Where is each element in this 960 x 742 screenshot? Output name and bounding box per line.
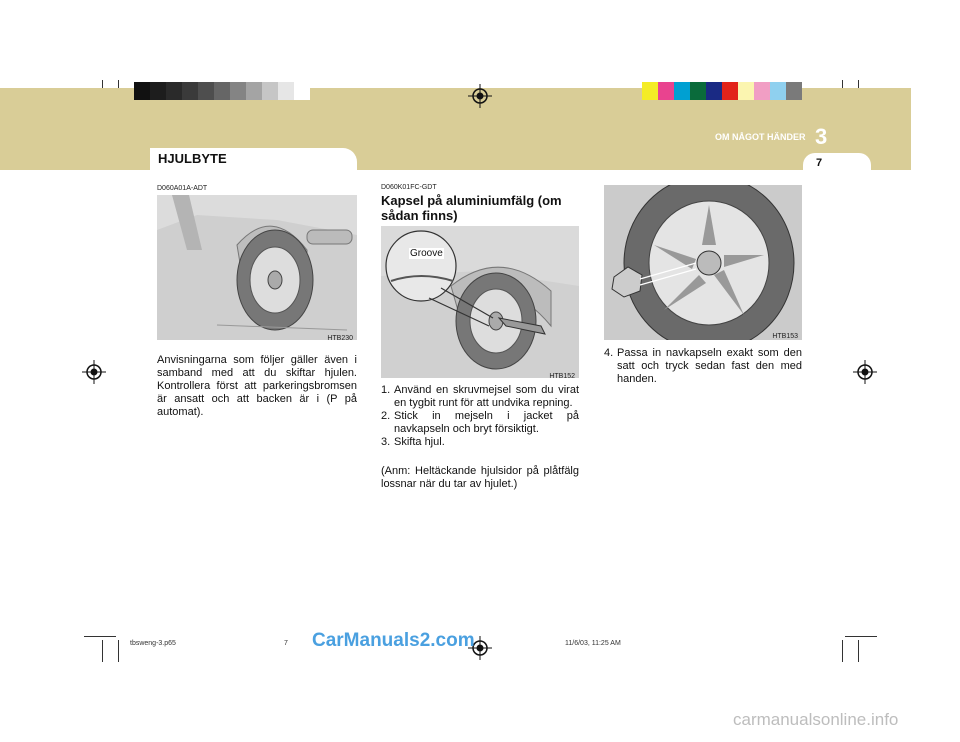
- middle-heading: Kapsel på aluminiumfälg (om sådan finns): [381, 193, 562, 223]
- color-swatch-5: [706, 82, 722, 100]
- footer-file: tbsweng-3.p65: [130, 640, 176, 647]
- gray-swatch-10: [278, 82, 294, 100]
- chapter-title: OM NÅGOT HÄNDER: [715, 132, 806, 142]
- color-swatch-10: [786, 82, 802, 100]
- registration-mark-top: [468, 84, 492, 108]
- watermark: CarManuals2.com: [312, 630, 475, 651]
- chapter-number: 3: [815, 124, 828, 149]
- middle-note: (Anm: Heltäckande hjulsidor på plåtfälg lossnar när du tar av hjulet.): [381, 465, 579, 490]
- step-4: 4. Passa in navkapseln exakt som den satt och tryck sedan fast den med handen.: [604, 347, 802, 385]
- gray-swatch-4: [182, 82, 198, 100]
- gray-swatch-6: [214, 82, 230, 100]
- gray-swatch-1: [134, 82, 150, 100]
- gray-swatch-3: [166, 82, 182, 100]
- step-1: 1. Använd en skruvmejsel som du virat en tygbit runt för att undvika repning.: [381, 384, 579, 409]
- color-swatch-6: [722, 82, 738, 100]
- photo-rear-wheel: [157, 195, 357, 340]
- left-section-code: D060A01A-ADT: [157, 185, 208, 192]
- gray-swatch-8: [246, 82, 262, 100]
- photo-alloy-wheel-cap: [381, 226, 579, 378]
- photo-hubcap-fitting: [604, 185, 802, 340]
- gray-swatch-5: [198, 82, 214, 100]
- left-photo-code: HTB230: [327, 335, 353, 340]
- gray-swatch-7: [230, 82, 246, 100]
- color-swatch-9: [770, 82, 786, 100]
- color-swatch-3: [674, 82, 690, 100]
- page-number-tab: [803, 153, 871, 173]
- middle-section-code: D060K01FC-GDT: [381, 184, 437, 191]
- registration-mark-right: [853, 360, 877, 384]
- groove-callout: Groove: [410, 248, 443, 259]
- step-2: 2. Stick in mejseln i jacket på navkapseln och bryt försiktigt.: [381, 410, 579, 435]
- color-swatch-2: [658, 82, 674, 100]
- color-swatch-4: [690, 82, 706, 100]
- color-swatch-7: [738, 82, 754, 100]
- gray-swatch-11: [294, 82, 310, 100]
- middle-steps: [381, 384, 579, 449]
- section-title: HJULBYTE: [158, 151, 227, 166]
- left-paragraph: Anvisningarna som följer gäller även i samband med att du skiftar hjulen. Kontrollera först att parkeringsbromsen är ansatt och att backen är i (P på automat).: [157, 354, 357, 418]
- gray-swatch-9: [262, 82, 278, 100]
- watermark-bottom: carmanualsonline.info: [733, 710, 899, 729]
- gray-calibration-strip: [134, 82, 310, 100]
- middle-photo-code: HTB152: [549, 373, 575, 378]
- color-swatch-1: [642, 82, 658, 100]
- footer-timestamp: 11/6/03, 11:25 AM: [565, 640, 621, 647]
- header-band: [0, 88, 911, 170]
- color-swatch-8: [754, 82, 770, 100]
- step-3: 3. Skifta hjul.: [381, 436, 445, 448]
- registration-mark-left: [82, 360, 106, 384]
- page-number: 7: [816, 157, 823, 169]
- color-calibration-strip: [642, 82, 802, 100]
- section-tab: [150, 148, 357, 170]
- right-photo-code: HTB153: [772, 333, 798, 340]
- footer-page: 7: [284, 640, 288, 647]
- right-steps: [604, 347, 802, 386]
- gray-swatch-2: [150, 82, 166, 100]
